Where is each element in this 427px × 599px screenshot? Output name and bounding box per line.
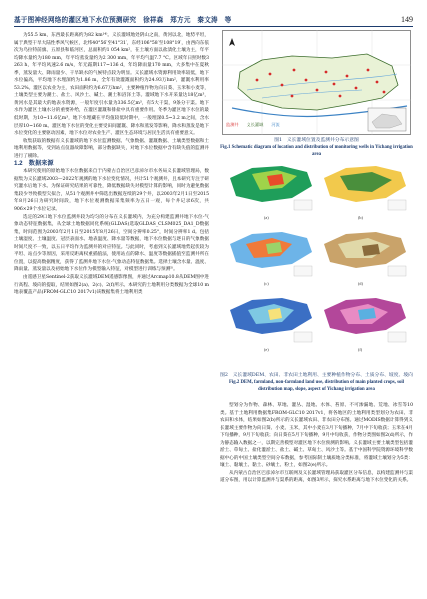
figure-2-caption — [220, 372, 413, 393]
panel-label-c: (c) — [264, 281, 269, 286]
legend — [226, 122, 280, 128]
paragraph: 由遥感卫星Sentinel-2获取义长灌域DEM遥感影像图，并通过Arcmap10.8从DEM图中进行高程、坡向的提取，结果如图2(a)、2(c)、2(f)所示。本研究的土地利用分类数据为全球10 m地表覆盖产品(FROM-GLC10 2017v1)该数据集将土地利用类 — [14, 274, 209, 296]
paragraph: 本研究使用的原始地下水位数据来自于内蒙古自治区巴彦淖尔市水务局义长灌域管理局，数据集为义长灌域2003—2022年观测的地下水位变化情况，共计51个观测井，且本研究专注于研究灌水后地下水。为保证研究结果的可靠性，降低数据缺失对模型计算的影响，同时为避免数据集较少导致模型欠拟合，从51个观测井中筛选出数据连续的29个井，以2003年2月1日至2015年8月26日为研究时间段，地下水位观测数据采集频率为五日一观，每个井记录6次，共906×29个水位记录。 — [14, 169, 209, 213]
figure-1-map — [222, 30, 411, 135]
paragraph: 选定的29口地下水位监测井较为均匀的分布在义长灌域内，为充分构建监测井地下水位-气象动态特征数据集，从全球土地数据同化系统(GLDAS)选取GLDAS_CLSM025_DA1_D数据集，时间范围为2003年2月1日至2015年8月26日，空间分辨率0.25°，时间分辨率1 d。包括土壤湿度、土壤温度、冠层表面水、地表温度、降水量等数据，地下水位数据与逐日的气象数据时间尺度不一致，以五日平均作为监测井的对应特征。与此同时，考虑到义长灌域地势起伏较为平坦、站点少等原因，采用反距离权重插值法，使用站点的降水、温度等数据插值至监测井所在位置，以提高数据精度，获得了监测井地下水位-气象动态特征数据集。选择土壤含水量、温度、降雨量、蒸发量以及初始地下水位作为模型输入特征，对模型进行训练与预测⁵⁾。 — [14, 214, 209, 273]
running-header — [14, 14, 413, 24]
panel-label-d: (d) — [358, 281, 363, 286]
figure-1-caption-zh: 图1 义长灌域位置及监测井分布示意图 — [274, 138, 359, 143]
header-rule — [14, 26, 413, 27]
panel-label-a: (a) — [264, 215, 269, 220]
figure-2-caption-en: Fig.2 DEM, farmland, non-farmland land use, distribution of main planted crops, soil distribution map, slope, aspect of Yichang irrigation area — [228, 380, 405, 392]
panel-label-f: (f) — [358, 347, 363, 352]
panel-label-e: (e) — [264, 347, 269, 352]
paragraph: 收集获取的数据有义长灌域的地下水位监测数据、气象数据、灌溉数据、土壤类型数据和土地利用数据等，受到站点仪器故障影响，部分数据缺失，对地下水位数据中含有缺失值的监测井进行了剔除。 — [14, 138, 209, 159]
legend-item-river: 河流 — [271, 122, 280, 127]
figure-2-image — [222, 160, 411, 372]
figure-1-caption-en: Fig.1 Schematic diagram of location and distribution of monitoring wells in Yichang irrigation area — [220, 145, 413, 157]
figure-2-caption-zh: 图2 义长灌域DEM、农田、非农田土地利用、主要种植作物分布、土质分布、坡度、坡向 — [220, 373, 413, 378]
legend-item-wells: 监测井 — [226, 122, 239, 127]
running-title: 基于图神经网络的灌区地下水位预测研究 徐祥森 郑方元 秦文涛 等 — [14, 16, 232, 24]
panel-label-b: (b) — [358, 215, 363, 220]
paragraph: 型划分为作物、森林、草地、灌丛、湿地、水体、苔原、不可渗漏地、荒地、冰雪等10类。基于土地利用数据集FROM-GLC10 2017v1，将各地区的土地利用类型划分为农田、非农田和水体，结果如图2(b)所示的义长灌域农田、非农田分布图。通过MODIS数据计算得到义长灌域主要作物为向日葵、小麦、玉米，其中小麦在3月下旬播种，7月中下旬收获；玉米在4月下旬播种，9月下旬收获；向日葵在5月下旬播种，9月中旬收获，作物分类图如图2(d)所示，作为静态输入数据之一，以期完善模型对灌区地下水位预测的影响。义长灌域主要土壤类型包括灌淤土、草甸土、盐化灌淤土、盐土、碱土、草甸土、风沙土等。基于中国科学院资源环境科学数据中心的中国土壤类型空间分布数据，参考国际制土壤质地分类标准，将灌域土壤划分为5类：壤土、黏壤土、黏土、砂壤土、粉土，如图2(e)所示。 — [220, 403, 413, 469]
legend-item-area: 义长灌域 — [246, 122, 264, 127]
paragraph: 为55.5 km，东西最长距离约为82 km¹⁴⁾。义长灌域地处阴山之南，黄河以北，地势平坦，属于典型干旱大陆性季风气候区，北纬40°56′至41°31′，东经106°58′至108°19′，由西向东依次为乌拉特前旗、五原县和临河区，总面积约1 054 km²，在土壤方面以盐渍化土壤为主，年平均降水量约为180 mm，年平均蒸发量约为2 300 mm，年平均气温7.7 °C。区域年日照时数3 263 h，年平均风速2.6 m/s，年无霜期117~136 d，年均降雨量170 mm，大多集中在夏秋季，蒸发量大、降雨量少、干旱缺水的气候特点较为明显。义长灌域水资源利用效率较低，地下水位偏高，平均地下水埋深约为1.86 m，全年有效灌溉面积约为24.93万hm²，灌溉水利用率53.2%。灌区以农业为主，农田面积约为6.67万hm²，主要种植作物为向日葵、玉米和小麦等，土壤类型主要为潮土、盐土、风沙土、碱土、潮土和沼泽土等。灌域地下水开采量达18亿m³，黄河水是其最大的地表水资源，一般年度引水量为336.5亿m³，有5大干渠，9条分干渠。地下水作为灌区土壤水分的重要补给，在灌区灌溉和排盐中具有重要作用。冬季为灌区地下水位的最低时期，为10~11.6亿m³，地下水埋藏在平均值较低时期中，一般埋深0.5~3.2 m之间，含水层厚10~160 m。灌区地下水位的变化主要受田间灌溉、降水和蒸发等影响，降水和蒸发是地下水位变化的主要驱动因素，地下水位对农业生产、灌区生态环境与居民生活具有重要意义。 — [14, 33, 209, 137]
location-map-image — [222, 30, 411, 135]
paragraph: 从内蒙古自治区巴彦淖尔市互联网及义长灌域管理局获取灌区分布信息，以构建监测井与渠道分布图，用以计算监测井与渠系的距离，如图3所示，探究水系距离与地下水位变化的关系。 — [220, 470, 413, 484]
section-heading: 1.2 数据来源 — [14, 160, 54, 168]
left-column — [14, 32, 209, 297]
figure-1-caption — [220, 137, 413, 158]
right-column — [220, 402, 413, 485]
page-number: 149 — [401, 15, 413, 24]
figure-2-panels — [222, 160, 411, 372]
